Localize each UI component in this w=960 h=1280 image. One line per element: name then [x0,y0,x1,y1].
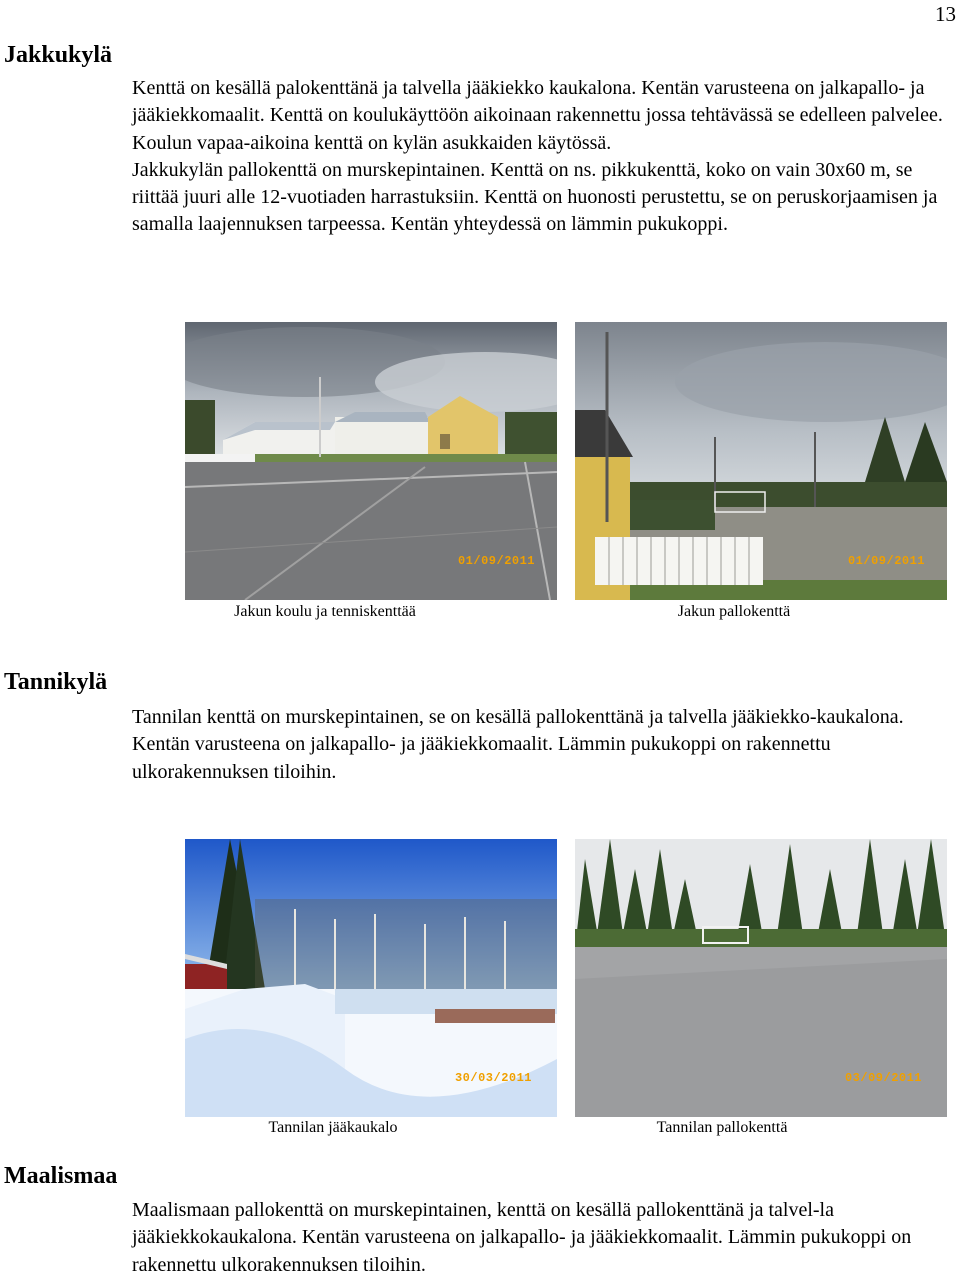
page-number: 13 [935,2,956,26]
section-text-maalismaa [132,1197,950,1279]
paragraph: Jakkukylän pallokenttä on murskepintainen. Kenttä on ns. pikkukenttä, koko on vain 30x60 m, se riittää juuri alle 12-vuotiaden harrastuksiin. Kenttä on huonosti perustettu, se on peruskorjaamisen ja samalla laajennuksen tarpeessa. Kentän yhteydessä on lämmin pukukoppi. [132,158,938,236]
paragraph: Tannilan kenttä on murskepintainen, se on kesällä pallokenttänä ja talvella jääkiekko-kaukalona. Kentän varusteena on jalkapallo- ja jääkiekkomaalit. Lämmin pukukoppi on rakennettu ulkorakennuksen tiloihin. [132,706,904,783]
section-heading-jakkukyla: Jakkukylä [4,42,113,68]
photo-caption: Tannilan jääkaukalo [268,1119,398,1136]
section-text-jakkukyla [132,75,950,239]
photo-caption: Tannilan pallokenttä [656,1119,788,1136]
photo-tanni-ball-field [575,839,947,1117]
paragraph: Kenttä on kesällä palokenttänä ja talvella jääkiekko kaukalona. Kentän varusteena on jalkapallo- ja jääkiekkomaalit. Kenttä on koulukäyttöön aikoinaan rakennettu jossa tehtävässä se edelleen palvelee. Koulun vapaa-aikoina kenttä on kylän asukkaiden käytössä. [132,77,943,154]
date-stamp: 01/09/2011 [847,554,925,568]
photo-jakku-ball-field [575,322,947,600]
photo-caption: Jakun pallokenttä [677,603,791,620]
photo-school-tennis-court [185,322,557,600]
date-stamp: 30/03/2011 [454,1071,532,1085]
paragraph: Maalismaan pallokenttä on murskepintainen, kenttä on kesällä pallokenttänä ja talvel-la jääkiekkokaukalona. Kentän varusteena on jalkapallo- ja jääkiekkomaalit. Lämmin pukukoppi on rakennettu ulkorakennuksen tiloihin. [132,1199,912,1276]
section-text-tannikyla [132,704,950,786]
date-stamp: 01/09/2011 [457,554,535,568]
photo-tanni-ice-rink [185,839,557,1117]
section-heading-maalismaa: Maalismaa [4,1163,118,1189]
photo-caption: Jakun koulu ja tenniskenttää [234,603,416,620]
date-stamp: 03/09/2011 [844,1071,922,1085]
section-heading-tannikyla: Tannikylä [4,669,108,695]
